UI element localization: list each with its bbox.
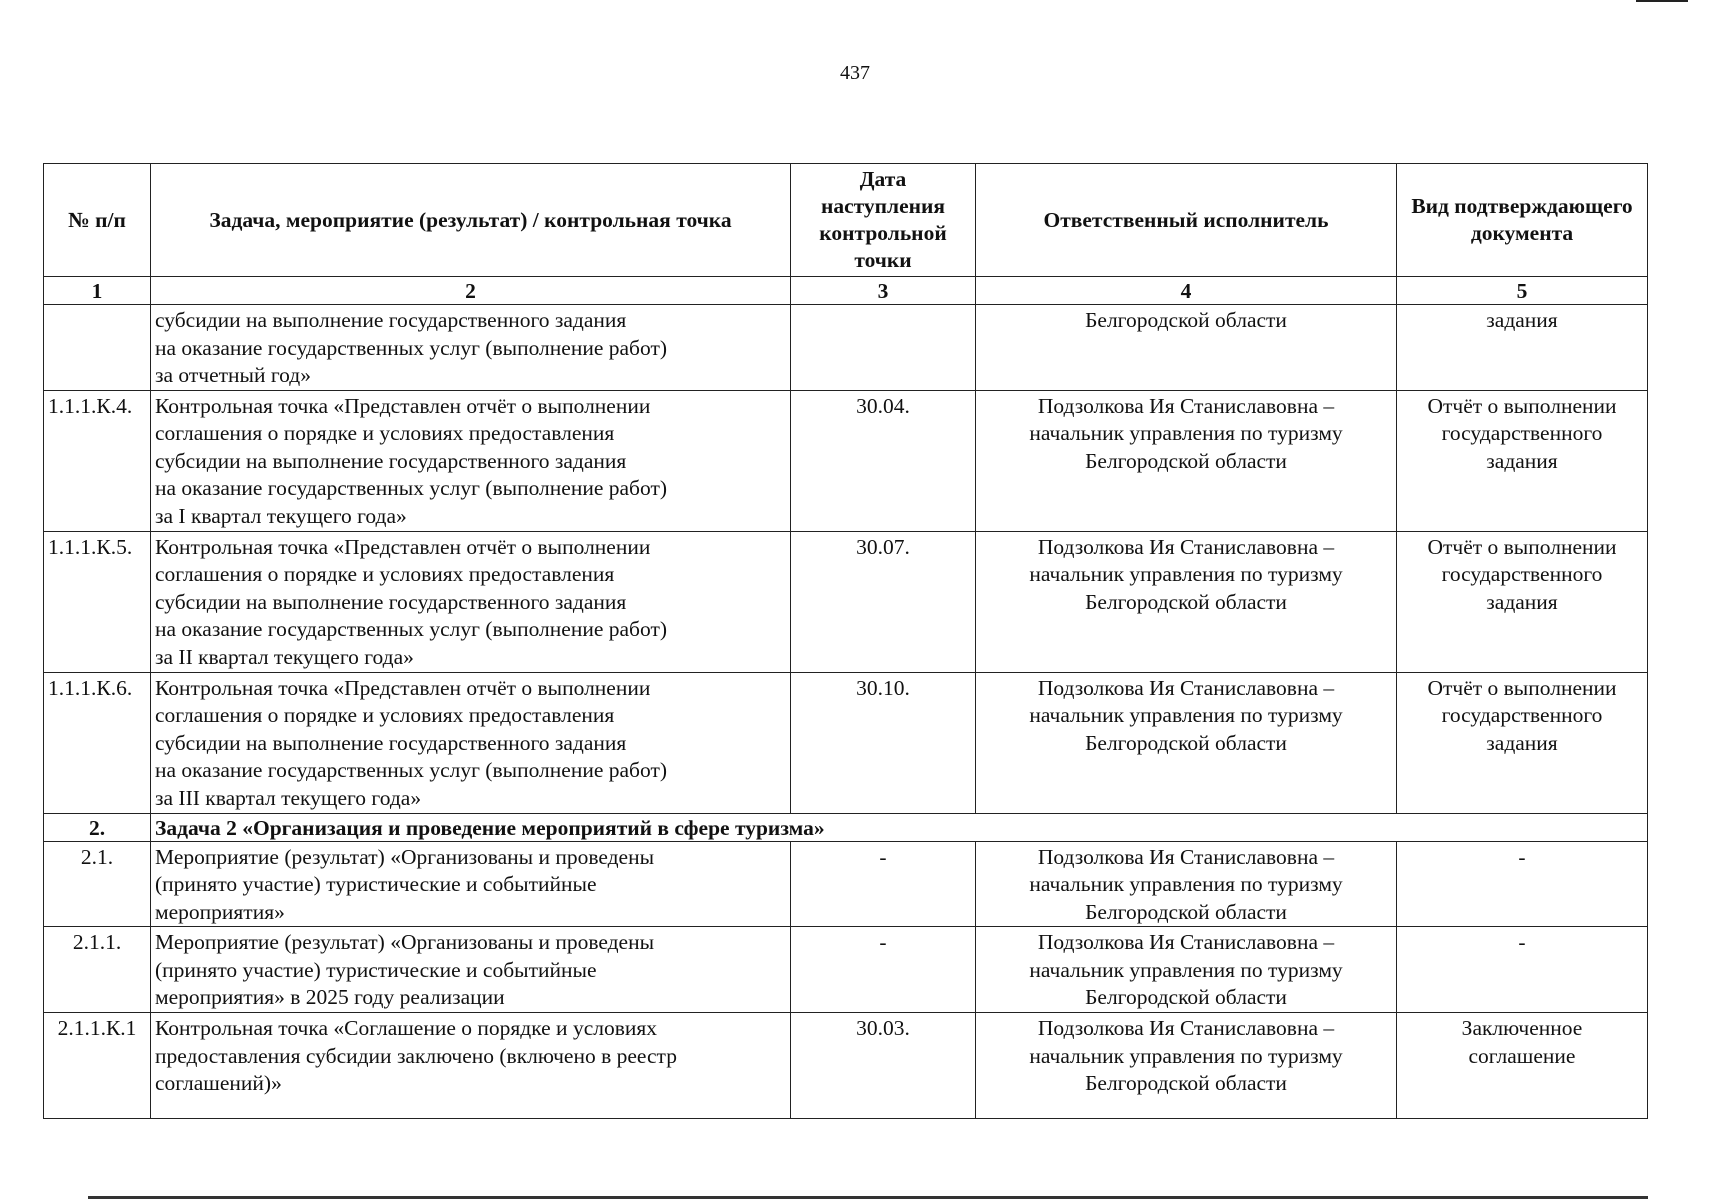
header-date: Дата наступления контрольной точки bbox=[791, 164, 976, 277]
row-date: 30.04. bbox=[791, 390, 976, 531]
row-task: Контрольная точка «Соглашение о порядке и условиях предоставления субсидии заключено (включено в реестр соглашений)» bbox=[151, 1013, 791, 1119]
row-number: 2.1. bbox=[44, 841, 151, 927]
page-number: 437 bbox=[840, 62, 870, 84]
table-row bbox=[44, 390, 1648, 531]
header-doc: Вид подтверждающего документа bbox=[1397, 164, 1648, 277]
row-document: Отчёт о выполнении государственного задания bbox=[1397, 672, 1648, 813]
header-responsible: Ответственный исполнитель bbox=[976, 164, 1397, 277]
header-row bbox=[44, 164, 1648, 277]
row-date: 30.03. bbox=[791, 1013, 976, 1119]
column-number-row bbox=[44, 277, 1648, 305]
row-task: Контрольная точка «Представлен отчёт о выполнении соглашения о порядке и условиях предоставления субсидии на выполнение государственного задания на оказание государственных услуг (выполнение работ) за I квартал текущего года» bbox=[151, 390, 791, 531]
column-number: 4 bbox=[976, 277, 1397, 305]
row-responsible: Подзолкова Ия Станиславовна – начальник управления по туризму Белгородской области bbox=[976, 531, 1397, 672]
row-task: Мероприятие (результат) «Организованы и проведены (принято участие) туристические и событийные мероприятия» в 2025 году реализации bbox=[151, 927, 791, 1013]
row-number: 1.1.1.К.4. bbox=[44, 390, 151, 531]
row-task: Мероприятие (результат) «Организованы и проведены (принято участие) туристические и событийные мероприятия» bbox=[151, 841, 791, 927]
row-responsible: Подзолкова Ия Станиславовна – начальник управления по туризму Белгородской области bbox=[976, 1013, 1397, 1119]
table-row bbox=[44, 305, 1648, 391]
row-number: 2.1.1. bbox=[44, 927, 151, 1013]
column-number: 3 bbox=[791, 277, 976, 305]
row-document: Отчёт о выполнении государственного задания bbox=[1397, 390, 1648, 531]
control-points-table bbox=[43, 163, 1648, 1119]
row-responsible: Белгородской области bbox=[976, 305, 1397, 391]
row-number: 1.1.1.К.5. bbox=[44, 531, 151, 672]
row-task: субсидии на выполнение государственного задания на оказание государственных услуг (выполнение работ) за отчетный год» bbox=[151, 305, 791, 391]
table-row bbox=[44, 1013, 1648, 1119]
table-row bbox=[44, 841, 1648, 927]
column-number: 5 bbox=[1397, 277, 1648, 305]
column-number: 1 bbox=[44, 277, 151, 305]
row-responsible: Подзолкова Ия Станиславовна – начальник управления по туризму Белгородской области bbox=[976, 672, 1397, 813]
header-num: № п/п bbox=[44, 164, 151, 277]
row-document: Заключенное соглашение bbox=[1397, 1013, 1648, 1119]
row-responsible: Подзолкова Ия Станиславовна – начальник управления по туризму Белгородской области bbox=[976, 390, 1397, 531]
row-document: задания bbox=[1397, 305, 1648, 391]
row-date: 30.07. bbox=[791, 531, 976, 672]
row-number: 1.1.1.К.6. bbox=[44, 672, 151, 813]
row-task: Контрольная точка «Представлен отчёт о выполнении соглашения о порядке и условиях предоставления субсидии на выполнение государственного задания на оказание государственных услуг (выполнение работ) за III квартал текущего года» bbox=[151, 672, 791, 813]
header-task: Задача, мероприятие (результат) / контрольная точка bbox=[151, 164, 791, 277]
corner-scan-mark bbox=[1636, 0, 1688, 2]
row-date: - bbox=[791, 841, 976, 927]
row-task: Контрольная точка «Представлен отчёт о выполнении соглашения о порядке и условиях предоставления субсидии на выполнение государственного задания на оказание государственных услуг (выполнение работ) за II квартал текущего года» bbox=[151, 531, 791, 672]
table-row bbox=[44, 672, 1648, 813]
task-title: Задача 2 «Организация и проведение мероприятий в сфере туризма» bbox=[151, 813, 1648, 841]
row-responsible: Подзолкова Ия Станиславовна – начальник управления по туризму Белгородской области bbox=[976, 841, 1397, 927]
row-date: 30.10. bbox=[791, 672, 976, 813]
row-date: - bbox=[791, 927, 976, 1013]
row-document: Отчёт о выполнении государственного задания bbox=[1397, 531, 1648, 672]
row-responsible: Подзолкова Ия Станиславовна – начальник управления по туризму Белгородской области bbox=[976, 927, 1397, 1013]
row-date bbox=[791, 305, 976, 391]
row-document: - bbox=[1397, 927, 1648, 1013]
column-number: 2 bbox=[151, 277, 791, 305]
row-document: - bbox=[1397, 841, 1648, 927]
row-number bbox=[44, 305, 151, 391]
task-number: 2. bbox=[44, 813, 151, 841]
table-row bbox=[44, 531, 1648, 672]
row-number: 2.1.1.К.1 bbox=[44, 1013, 151, 1119]
task-heading-row bbox=[44, 813, 1648, 841]
table-row bbox=[44, 927, 1648, 1013]
page-bottom-edge bbox=[88, 1196, 1648, 1199]
